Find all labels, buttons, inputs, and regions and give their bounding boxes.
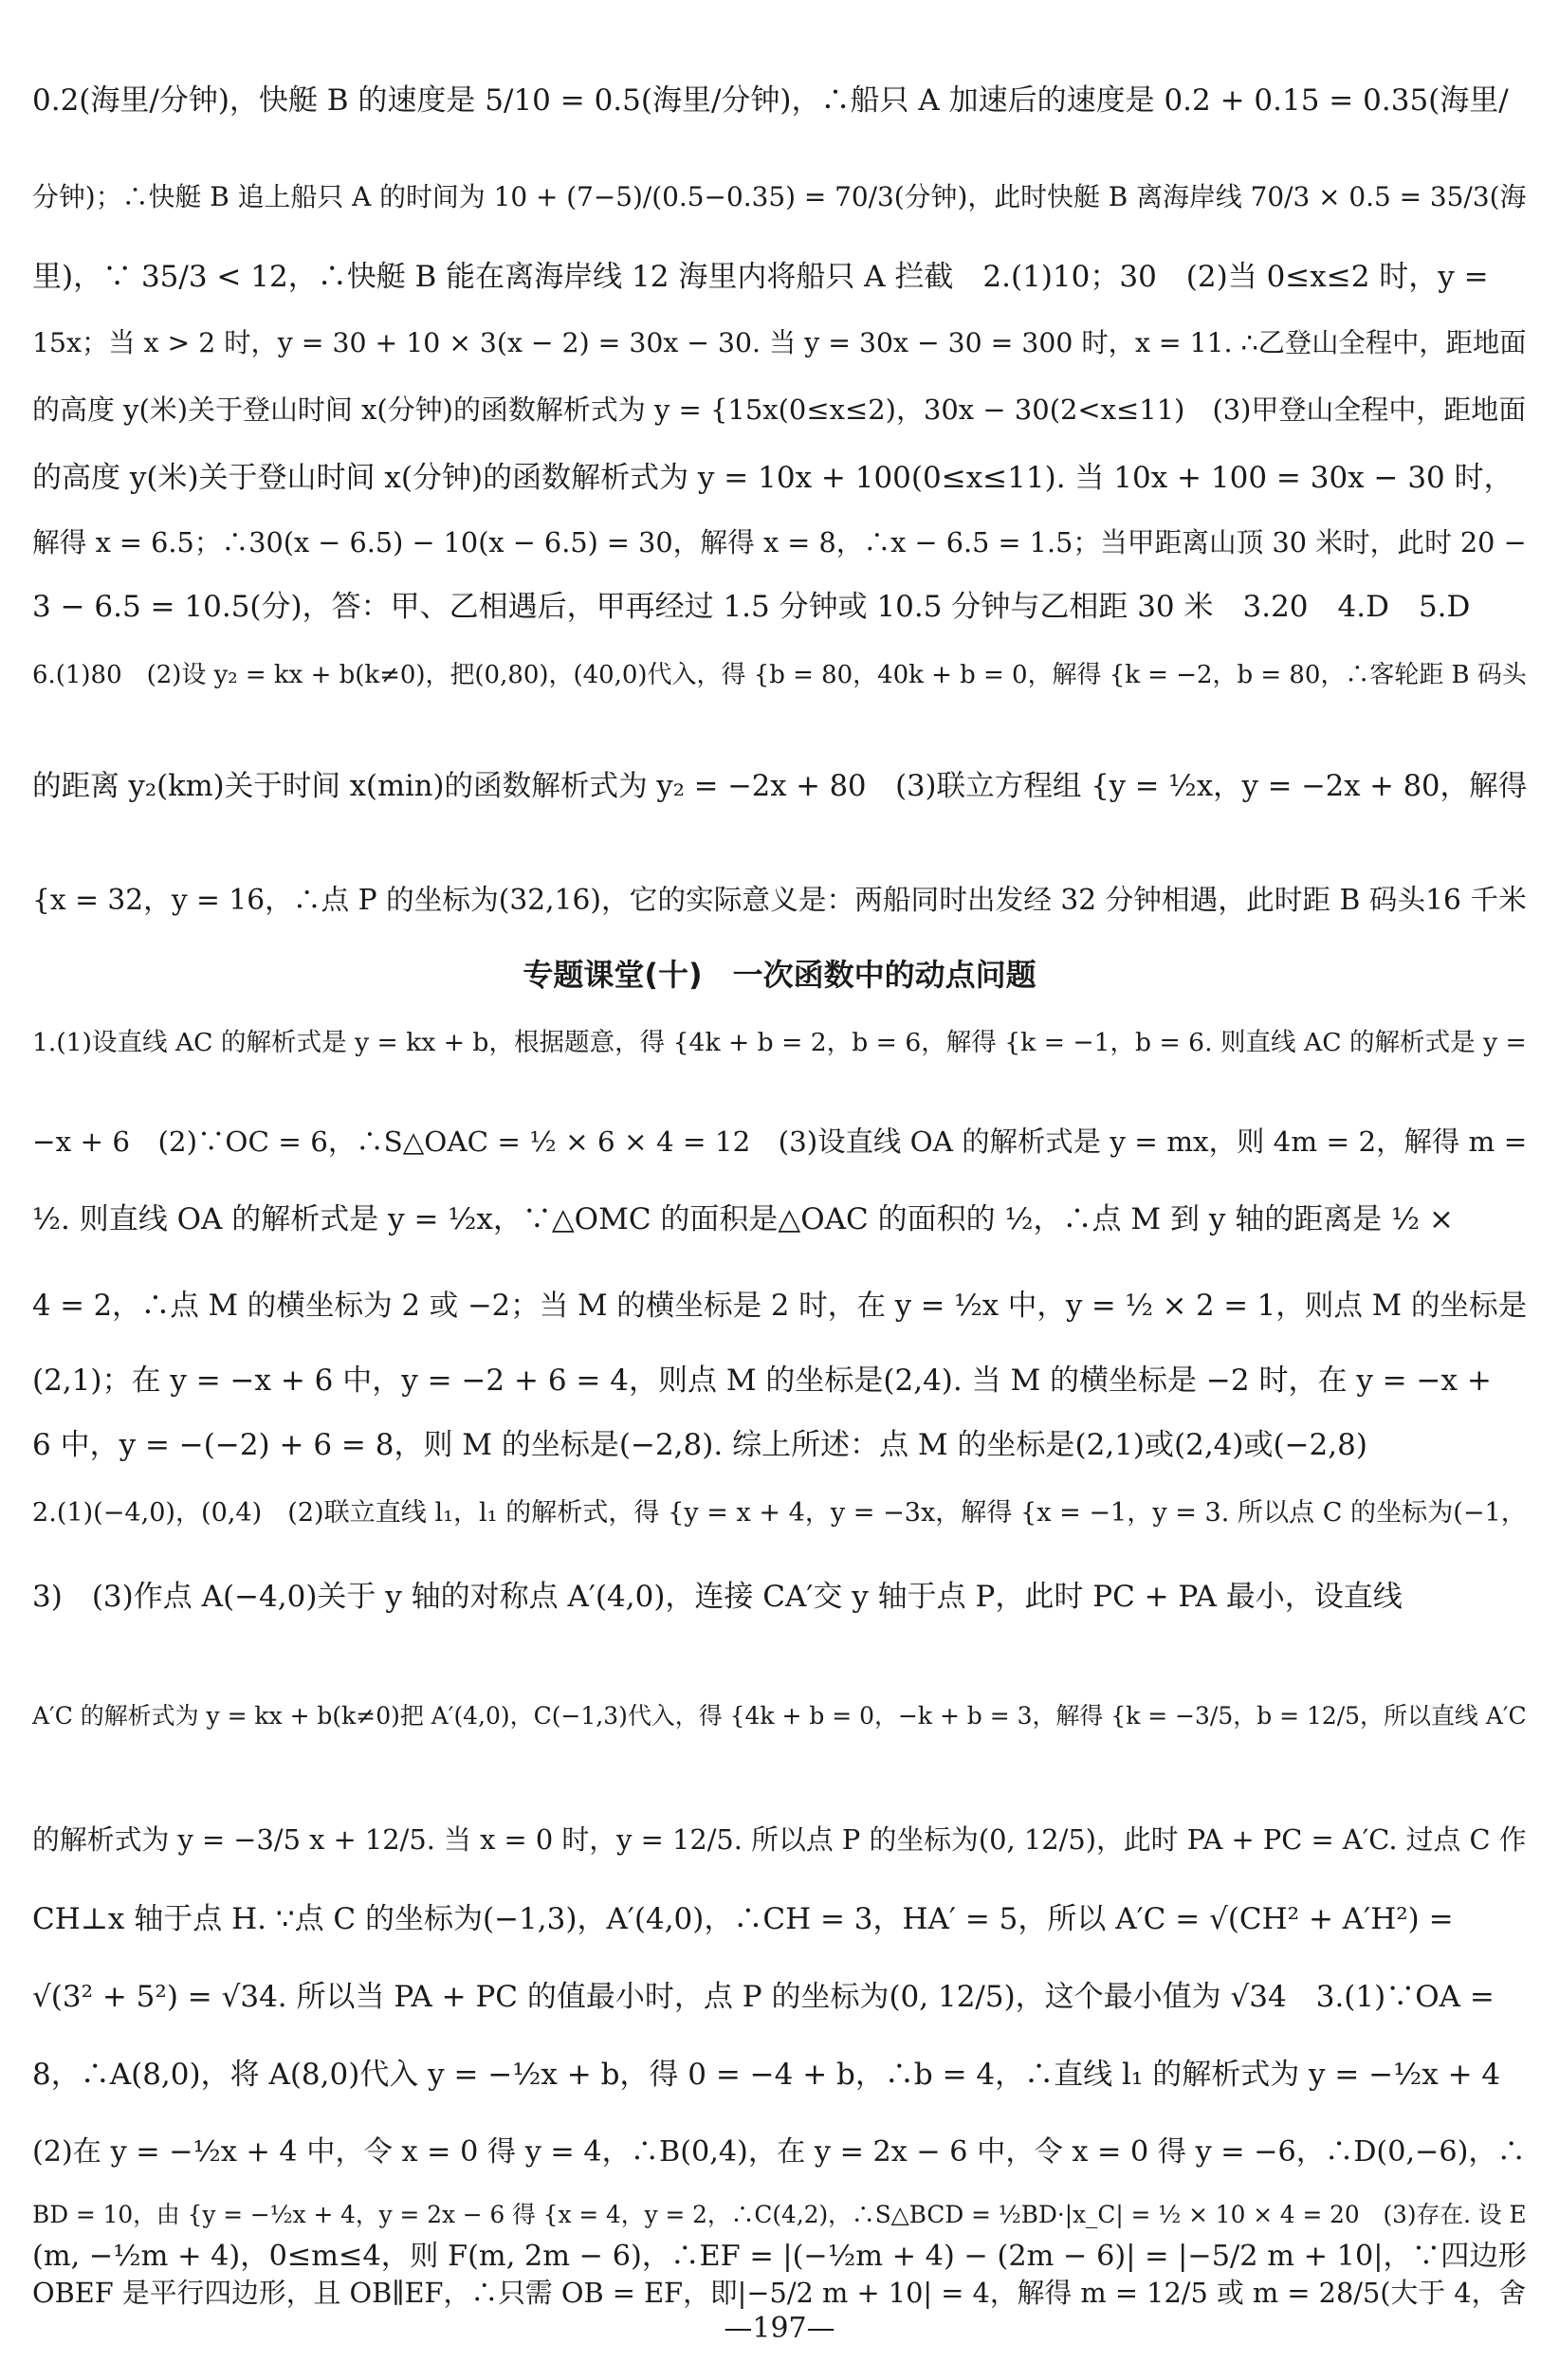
text-line: 0.2(海里/分钟)，快艇 B 的速度是 5/10 = 0.5(海里/分钟)，∴船只 A 加速后的速度是 0.2 + 0.15 = 0.35(海里/ [32,83,1509,118]
text-line: 4 = 2，∴点 M 的横坐标为 2 或 −2；当 M 的横坐标是 2 时，在 y = ½x 中，y = ½ × 2 = 1，则点 M 的坐标是 [32,1290,1528,1323]
text-line: (m, −½m + 4)，0≤m≤4，则 F(m, 2m − 6)，∴EF = |(−½m + 4) − (2m − 6)| = |−5/2 m + 10|，∵四边形 [32,2240,1528,2273]
page-number: —197— [724,2312,835,2345]
text-line: 2.(1)(−4,0)，(0,4) (2)联立直线 l₁，l₁ 的解析式，得 {y = x + 4，y = −3x，解得 {x = −1，y = 3. 所以点 C 的坐标为(−1， [32,1498,1527,1528]
text-line: 解得 x = 6.5；∴30(x − 6.5) − 10(x − 6.5) = 30，解得 x = 8，∴x − 6.5 = 1.5；当甲距离山顶 30 米时，此时 20 − [32,526,1527,558]
text-line: BD = 10，由 {y = −½x + 4，y = 2x − 6 得 {x = 4，y = 2，∴C(4,2)，∴S△BCD = ½BD·|x_C| = ½ × 10 × 4 = 20 (3)存在. 设 E [32,2201,1527,2228]
text-line: 15x；当 x > 2 时，y = 30 + 10 × 3(x − 2) = 30x − 30. 当 y = 30x − 30 = 300 时，x = 11. ∴乙登山全程中，距地面 [32,327,1527,358]
text-line: 3) (3)作点 A(−4,0)关于 y 轴的对称点 A′(4,0)，连接 CA′交 y 轴于点 P，此时 PC + PA 最小，设直线 [32,1580,1403,1614]
text-line: A′C 的解析式为 y = kx + b(k≠0)把 A′(4,0)，C(−1,3)代入，得 {4k + b = 0，−k + b = 3，解得 {k = −3/5，b = 12/5，所以直线 A′C [32,1702,1527,1730]
text-line: 的高度 y(米)关于登山时间 x(分钟)的函数解析式为 y = 10x + 100(0≤x≤11). 当 10x + 100 = 30x − 30 时， [32,461,1513,495]
text-line: √(3² + 5²) = √34. 所以当 PA + PC 的值最小时，点 P 的坐标为(0, 12/5)，这个最小值为 √34 3.(1)∵OA = [32,1980,1495,2014]
text-line: 6.(1)80 (2)设 y₂ = kx + b(k≠0)，把(0,80)，(40,0)代入，得 {b = 80，40k + b = 0，解得 {k = −2，b = 80，∴客轮距 B 码头 [32,661,1527,689]
text-line: 8，∴A(8,0)，将 A(8,0)代入 y = −½x + b，得 0 = −4 + b，∴b = 4，∴直线 l₁ 的解析式为 y = −½x + 4 [32,2058,1501,2092]
text-line: (2,1)；在 y = −x + 6 中，y = −2 + 6 = 4，则点 M 的坐标是(2,4). 当 M 的横坐标是 −2 时，在 y = −x + [32,1364,1492,1398]
text-line: 的距离 y₂(km)关于时间 x(min)的函数解析式为 y₂ = −2x + 80 (3)联立方程组 {y = ½x，y = −2x + 80，解得 [32,770,1528,803]
text-line: 的高度 y(米)关于登山时间 x(分钟)的函数解析式为 y = {15x(0≤x≤2)，30x − 30(2<x≤11) (3)甲登山全程中，距地面 [32,394,1527,426]
text-line: (2)在 y = −½x + 4 中，令 x = 0 得 y = 4，∴B(0,4)，在 y = 2x − 6 中，令 x = 0 得 y = −6，∴D(0,−6)，∴ [32,2135,1526,2169]
text-line: 6 中，y = −(−2) + 6 = 8，则 M 的坐标是(−2,8). 综上所述：点 M 的坐标是(2,1)或(2,4)或(−2,8) [32,1428,1367,1462]
text-line: OBEF 是平行四边形，且 OB∥EF，∴只需 OB = EF，即|−5/2 m + 10| = 4，解得 m = 12/5 或 m = 28/5(大于 4，舍 [32,2277,1527,2309]
text-line: 里)，∵ 35/3 < 12，∴快艇 B 能在离海岸线 12 海里内将船只 A 拦截 2.(1)10；30 (2)当 0≤x≤2 时，y = [32,260,1489,294]
text-line: ½. 则直线 OA 的解析式是 y = ½x，∵△OMC 的面积是△OAC 的面积的 ½，∴点 M 到 y 轴的距离是 ½ × [32,1202,1454,1236]
text-line: 的解析式为 y = −3/5 x + 12/5. 当 x = 0 时，y = 12/5. 所以点 P 的坐标为(0, 12/5)，此时 PA + PC = A′C. 过点 C 作 [32,1823,1527,1856]
text-line: 分钟)；∴快艇 B 追上船只 A 的时间为 10 + (7−5)/(0.5−0.35) = 70/3(分钟)，此时快艇 B 离海岸线 70/3 × 0.5 = 35/3(海 [32,181,1527,212]
text-line: −x + 6 (2)∵OC = 6，∴S△OAC = ½ × 6 × 4 = 12 (3)设直线 OA 的解析式是 y = mx，则 4m = 2，解得 m = [32,1126,1528,1158]
text-line: CH⊥x 轴于点 H. ∵点 C 的坐标为(−1,3)，A′(4,0)，∴CH = 3，HA′ = 5，所以 A′C = √(CH² + A′H²) = [32,1902,1454,1936]
section-heading: 专题课堂(十) 一次函数中的动点问题 [523,957,1036,993]
text-line: 1.(1)设直线 AC 的解析式是 y = kx + b，根据题意，得 {4k + b = 2，b = 6，解得 {k = −1，b = 6. 则直线 AC 的解析式是 y = [32,1028,1527,1057]
text-line: 3 − 6.5 = 10.5(分)，答：甲、乙相遇后，甲再经过 1.5 分钟或 10.5 分钟与乙相距 30 米 3.20 4.D 5.D [32,590,1471,624]
text-line: {x = 32，y = 16，∴点 P 的坐标为(32,16)，它的实际意义是：两船同时出发经 32 分钟相遇，此时距 B 码头16 千米 [32,884,1527,917]
